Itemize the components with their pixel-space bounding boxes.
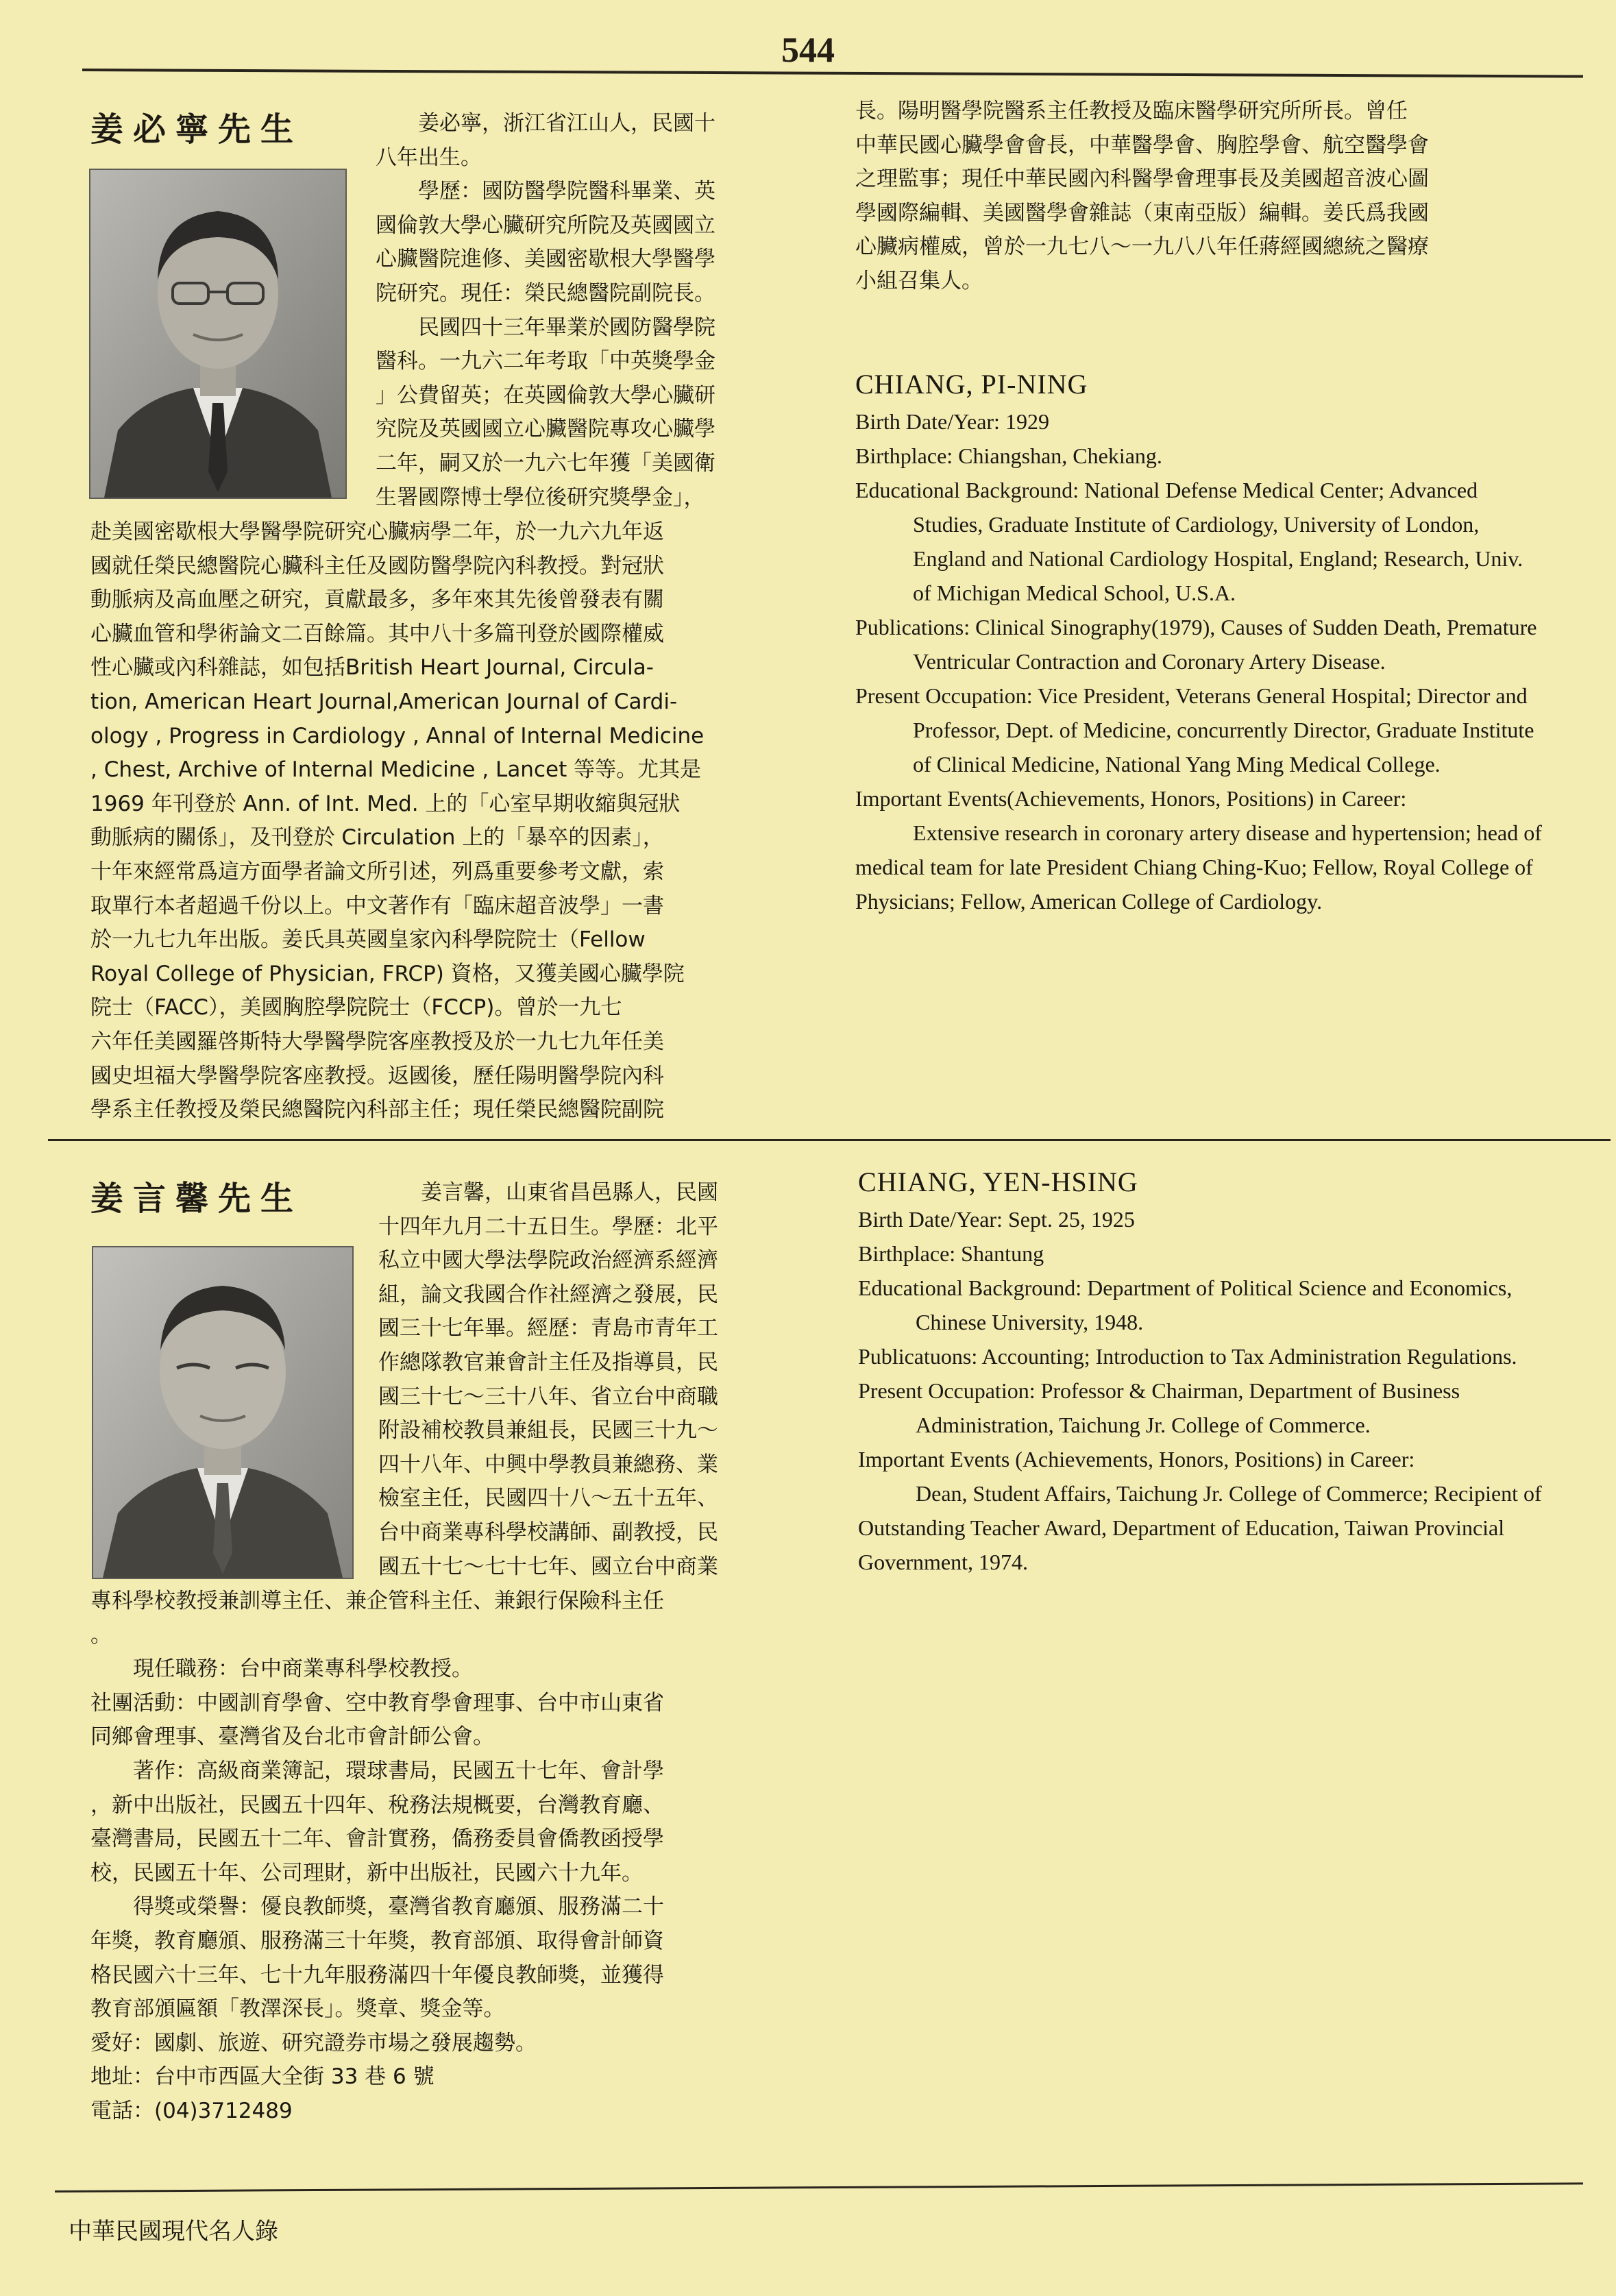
page-number: 544	[781, 31, 835, 70]
zh-line: ology , Progress in Cardiology , Annal of Internal Medicine	[90, 723, 705, 748]
zh-line: 十四年九月二十五日生。學歷：北平	[378, 1214, 718, 1239]
zh-line: 心臟醫院進修、美國密歇根大學醫學	[376, 247, 715, 272]
entry1-events: Extensive research in coronary artery disease and hypertension; head of medical team for late President Chiang Ching-Kuo; Fellow, Royal College of Physicians; Fellow, American College of Cardiology.	[855, 820, 1542, 914]
zh-line: 私立中國大學法學院政治經濟系經濟	[378, 1248, 718, 1273]
entry2-chinese-bio-narrow	[378, 1176, 795, 1584]
zh-line: 赴美國密歇根大學醫學院研究心臟病學二年，於一九六九年返	[90, 520, 664, 544]
entry2-publications: Publicatuons: Accounting; Introduction to Tax Administration Regulations.	[858, 1344, 1517, 1369]
zh-line: 地址：台中市西區大全街 33 巷 6 號	[90, 2064, 434, 2090]
entry2-events: Dean, Student Affairs, Taichung Jr. College of Commerce; Recipient of Outstanding Teacher Award, Department of Education, Taiwan Provincial Government, 1974.	[858, 1481, 1542, 1574]
zh-line: 院士（FACC），美國胸腔學院院士（FCCP)。曾於一九七	[90, 995, 622, 1021]
footer-book-title: 中華民國現代名人錄	[69, 2218, 278, 2245]
zh-line: 二年，嗣又於一九六七年獲「美國衛	[376, 450, 715, 476]
zh-line: 同鄉會理事、臺灣省及台北市會計師公會。	[90, 1724, 494, 1750]
entry1-portrait	[89, 169, 347, 499]
entry1-chinese-bio-continued	[855, 95, 1538, 299]
zh-line: 專科學校教授兼訓導主任、兼企管科主任、兼銀行保險科主任	[90, 1589, 664, 1613]
zh-line: 年獎，教育廳頒、服務滿三十年獎，教育部頒、取得會計師資	[90, 1928, 664, 1953]
zh-line: 格民國六十三年、七十九年服務滿四十年優良教師獎，並獲得	[90, 1962, 664, 1988]
entry2-education: Educational Background: Department of Political Science and Economics, Chinese University, 1948.	[858, 1275, 1513, 1334]
bottom-rule	[55, 2182, 1583, 2193]
zh-line: 取單行本者超過千份以上。中文著作有「臨床超音波學」一書	[90, 893, 664, 918]
entry2-chinese-name: 姜言馨先生	[90, 1180, 304, 1218]
zh-line: 作總隊教官兼會計主任及指導員，民	[378, 1349, 718, 1375]
zh-line: 電話：(04)3712489	[90, 2098, 293, 2123]
zh-line: 八年出生。	[376, 145, 482, 170]
zh-line: 國就任榮民總醫院心臟科主任及國防醫學院內科教授。對冠狀	[90, 553, 664, 578]
entry2-occupation: Present Occupation: Professor & Chairman, Department of Business Administration, Taichung Jr. College of Commerce.	[858, 1378, 1460, 1437]
zh-line: 動脈病及高血壓之研究，貢獻最多，多年來其先後曾發表有關	[90, 587, 664, 613]
zh-line: , Chest, Archive of Internal Medicine , Lancet 等等。尤其是	[90, 757, 702, 783]
entry1-portrait-image	[90, 170, 345, 498]
entry2-chinese-bio-wide	[90, 1585, 795, 2129]
zh-line: 臺灣書局，民國五十二年、會計實務，僑務委員會僑教函授學	[90, 1827, 664, 1852]
zh-line: 四十八年、中興中學教員兼總務、業	[378, 1452, 718, 1477]
zh-line: 社團活動：中國訓育學會、空中教育學會理事、台中市山東省	[90, 1690, 664, 1715]
zh-line: 1969 年刊登於 Ann. of Int. Med. 上的「心室早期收縮與冠狀	[90, 791, 681, 816]
zh-line: tion, American Heart Journal,American Journal of Cardi-	[90, 689, 678, 714]
entry1-english-name: CHIANG, PI-NING	[855, 369, 1088, 400]
entry1-birthplace: Birthplace: Chiangshan, Chekiang.	[855, 443, 1162, 468]
entry2-events-label: Important Events (Achievements, Honors, Positions) in Career:	[858, 1447, 1415, 1471]
zh-line: 。	[90, 1622, 112, 1648]
entry2-portrait	[92, 1246, 354, 1579]
zh-line: ，新中出版社，民國五十四年、稅務法規概要，台灣教育廳、	[90, 1792, 664, 1818]
zh-line: Royal College of Physician, FRCP) 資格，又獲美國心臟學院	[90, 961, 685, 986]
entry1-events-label: Important Events(Achievements, Honors, Positions) in Career:	[855, 786, 1407, 811]
zh-line: 動脈病的關係」，及刊登於 Circulation 上的「暴卒的因素」，	[90, 825, 664, 851]
zh-line: 院研究。現任：榮民總醫院副院長。	[376, 280, 715, 306]
zh-line: 十年來經常爲這方面學者論文所引述，列爲重要參考文獻，索	[90, 859, 664, 884]
entry2-portrait-image	[93, 1247, 352, 1578]
zh-line: 現任職務：台中商業專科學校教授。	[133, 1657, 473, 1682]
entry1-english-bio	[855, 367, 1543, 918]
zh-line: 台中商業專科學校講師、副教授，民	[378, 1519, 718, 1545]
zh-line: 教育部頒匾額「教澤深長」。獎章、獎金等。	[90, 1996, 505, 2022]
zh-line: 小組召集人。	[855, 268, 983, 293]
zh-line: 於一九七九年出版。姜氏具英國皇家內科學院院士（Fellow	[90, 927, 646, 953]
entry2-birth: Birth Date/Year: Sept. 25, 1925	[858, 1207, 1135, 1232]
zh-line: 得獎或榮譽：優良教師獎，臺灣省教育廳頒、服務滿二十	[133, 1894, 664, 1920]
zh-line: 醫科。一九六二年考取「中英獎學金	[376, 349, 715, 374]
zh-line: 學系主任教授及榮民總醫院內科部主任；現任榮民總醫院副院	[90, 1097, 664, 1123]
zh-line: 姜言馨，山東省昌邑縣人，民國	[421, 1180, 718, 1205]
zh-line: 中華民國心臟學會會長，中華醫學會、胸腔學會、航空醫學會	[855, 132, 1429, 158]
entry2-birthplace: Birthplace: Shantung	[858, 1241, 1044, 1266]
zh-line: 著作：高級商業簿記，環球書局，民國五十七年、會計學	[133, 1758, 664, 1783]
entry2-english-name: CHIANG, YEN-HSING	[858, 1167, 1138, 1197]
zh-line: 姜必寧，浙江省江山人，民國十	[418, 111, 715, 136]
zh-line: 附設補校教員兼組長，民國三十九～	[378, 1418, 718, 1443]
zh-line: 六年任美國羅啓斯特大學醫學院客座教授及於一九七九年任美	[90, 1029, 664, 1054]
entry1-chinese-bio-wide	[90, 515, 795, 1127]
zh-line: 國史坦福大學醫學院客座教授。返國後，歷任陽明醫學院內科	[90, 1063, 664, 1088]
zh-line: 愛好：國劇、旅遊、研究證券市場之發展趨勢。	[90, 2030, 537, 2055]
zh-line: 心臟血管和學術論文二百餘篇。其中八十多篇刊登於國際權威	[90, 621, 664, 646]
zh-line: 之理監事；現任中華民國內科醫學會理事長及美國超音波心圖	[855, 167, 1429, 192]
zh-line: 學歷：國防醫學院醫科畢業、英	[418, 179, 715, 204]
entry2-english-bio	[858, 1165, 1546, 1579]
zh-line: 生署國際博士學位後研究獎學金」，	[376, 485, 705, 510]
zh-line: 組，論文我國合作社經濟之發展，民	[378, 1282, 718, 1307]
zh-line: 」公費留英；在英國倫敦大學心臟研	[376, 382, 715, 408]
zh-line: 國三十七～三十八年、省立台中商職	[378, 1384, 718, 1409]
zh-line: 心臟病權威，曾於一九七八～一九八八年任蔣經國總統之醫療	[855, 234, 1429, 260]
zh-line: 國倫敦大學心臟研究所院及英國國立	[376, 212, 715, 238]
zh-line: 性心臟或內科雜誌，如包括British Heart Journal, Circula-	[90, 655, 654, 681]
entry1-education: Educational Background: National Defense Medical Center; Advanced Studies, Graduate Institute of Cardiology, University of London, England and National Cardiology Hospital, England; Research, Univ. of Michigan Medical School, U.S.A.	[855, 478, 1523, 605]
zh-line: 檢室主任，民國四十八～五十五年、	[378, 1486, 718, 1511]
zh-line: 長。陽明醫學院醫系主任教授及臨床醫學研究所所長。曾任	[855, 99, 1408, 123]
entry1-chinese-name: 姜必寧先生	[90, 110, 304, 149]
entry1-chinese-bio-narrow	[376, 107, 795, 515]
zh-line: 民國四十三年畢業於國防醫學院	[418, 315, 715, 340]
entry1-birth: Birth Date/Year: 1929	[855, 409, 1049, 434]
zh-line: 學國際編輯、美國醫學會雜誌（東南亞版）編輯。姜氏爲我國	[855, 200, 1429, 225]
entry1-publications: Publications: Clinical Sinography(1979), Causes of Sudden Death, Premature Ventricular Contraction and Coronary Artery Disease.	[855, 615, 1537, 674]
zh-line: 國三十七年畢。經歷：青島市青年工	[378, 1316, 718, 1341]
zh-line: 究院及英國國立心臟醫院專攻心臟學	[376, 417, 715, 442]
zh-line: 國五十七～七十七年、國立台中商業	[378, 1554, 718, 1579]
entry-divider	[48, 1139, 1611, 1141]
zh-line: 校，民國五十年、公司理財，新中出版社，民國六十九年。	[90, 1860, 643, 1885]
entry1-occupation: Present Occupation: Vice President, Veterans General Hospital; Director and Professor, Dept. of Medicine, concurrently Director, Graduate Institute of Clinical Medicine, National Yang Ming Medical College.	[855, 683, 1534, 777]
